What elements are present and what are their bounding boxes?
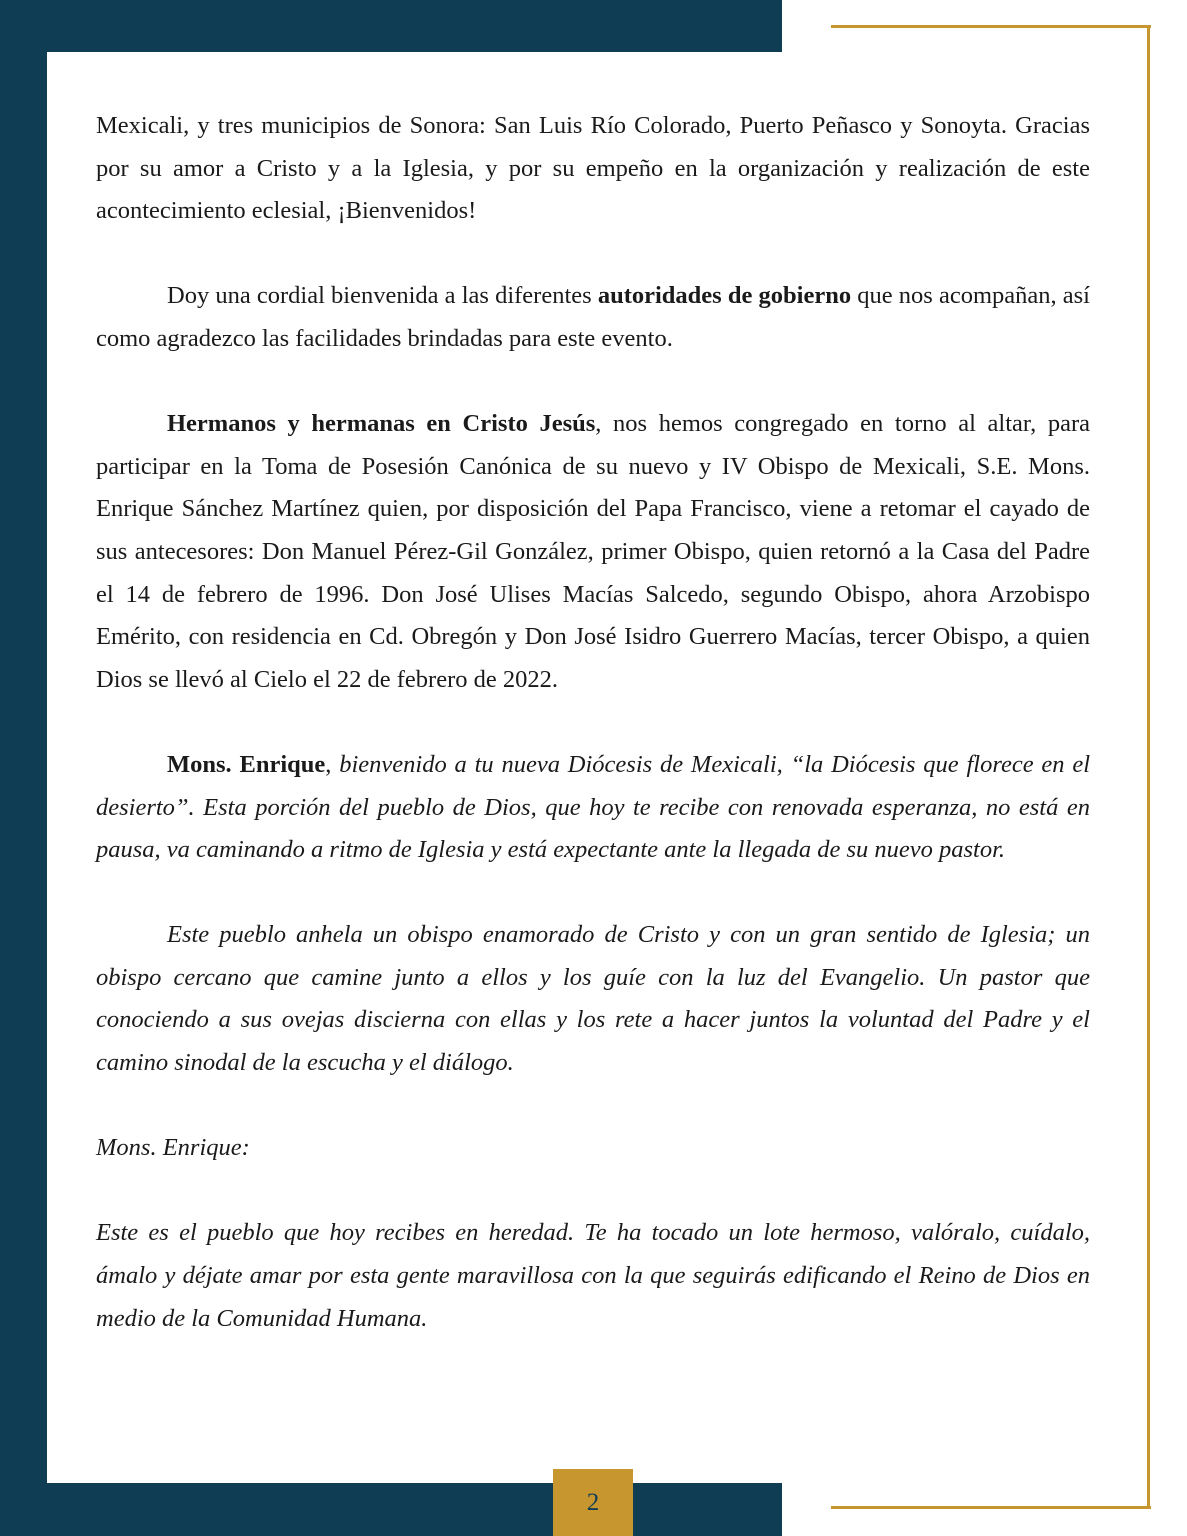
gold-frame-right-line [1147,25,1150,1509]
paragraph-authorities [96,275,1090,360]
brothers-text: , nos hemos congregado en torno al altar, para participar en la Toma de Posesión Canónica de su nuevo y IV Obispo de Mexicali, S.E. Mons. Enrique Sánchez Martínez quien, por disposición del Papa Francisco, viene a retomar el cayado de sus antecesores: Don Manuel Pérez-Gil González, primer Obispo, quien retornó a la Casa del Padre el 14 de febrero de 1996. Don José Ulises Macías Salcedo, segundo Obispo, ahora Arzobispo Emérito, con residencia en Cd. Obregón y Don José Isidro Guerrero Macías, tercer Obispo, a quien Dios se llevó al Cielo el 22 de febrero de 2022. [96,410,1090,693]
paragraph-inheritance: Este es el pueblo que hoy recibes en heredad. Te ha tocado un lote hermoso, valóralo, cuídalo, ámalo y déjate amar por esta gente maravillosa con la que seguirás edificando el Reino de Dios en medio de la Comunidad Humana. [96,1219,1090,1332]
page-number: 2 [586,1488,600,1516]
paragraph-people-longing: Este pueblo anhela un obispo enamorado de Cristo y con un gran sentido de Iglesia; un obispo cercano que camine junto a ellos y los guíe con la luz del Evangelio. Un pastor que conociendo a sus ovejas discierna con ellas y los rete a hacer juntos la voluntad del Padre y el camino sinodal de la escucha y el diálogo. [96,921,1090,1077]
authorities-bold: autoridades de gobierno [597,282,852,310]
gold-frame-bottom-line [831,1506,1151,1509]
paragraph-salutation: Mons. Enrique: [96,1134,250,1162]
brothers-bold: Hermanos y hermanas en Cristo Jesús [167,410,596,438]
authorities-text-start: Doy una cordial bienvenida a las diferentes [167,282,598,310]
welcome-bishop-comma: , [325,750,340,778]
gold-frame-top-line [831,25,1151,28]
page-number-badge [553,1469,633,1536]
welcome-bishop-bold: Mons. Enrique [167,750,326,778]
paragraph-intro: Mexicali, y tres municipios de Sonora: San Luis Río Colorado, Puerto Peñasco y Sonoyta. Gracias por su amor a Cristo y a la Iglesia, y por su empeño en la organización y realización de este acontecimiento eclesial, ¡Bienvenidos! [96,112,1090,225]
authorities-text-end: que nos acompañan, así como agradezco las facilidades brindadas para este evento. [96,282,1090,352]
document-body [96,105,1090,1340]
paragraph-welcome-bishop [96,744,1090,872]
welcome-bishop-italic: bienvenido a tu nueva Diócesis de Mexicali, “la Diócesis que florece en el desierto”. Esta porción del pueblo de Dios, que hoy te recibe con renovada esperanza, no está en pausa, va caminando a ritmo de Iglesia y está expectante ante la llegada de su nuevo pastor. [96,750,1091,864]
paragraph-brothers [96,403,1090,701]
